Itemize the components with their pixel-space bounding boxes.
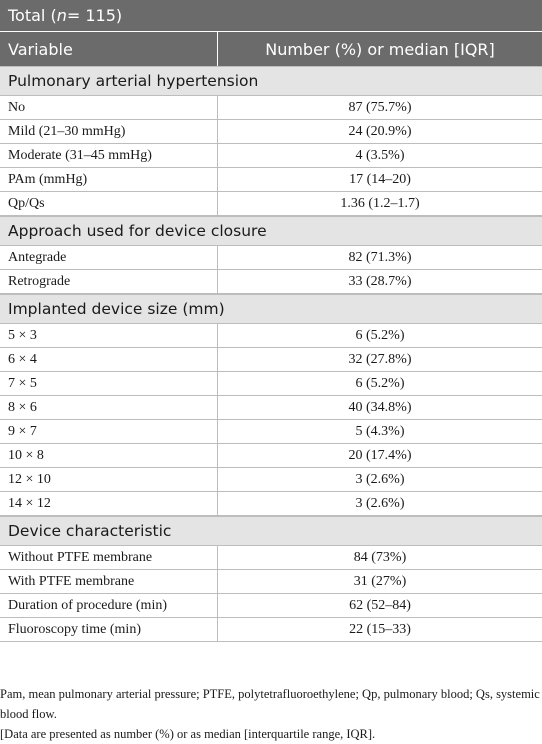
col-header-value: Number (%) or median [IQR] <box>265 39 495 59</box>
row-label: 9 × 7 <box>0 420 218 443</box>
table-row <box>0 420 542 444</box>
row-value: 1.36 (1.2–1.7) <box>340 195 420 211</box>
row-label: Fluoroscopy time (min) <box>0 618 218 641</box>
footnote-abbreviations: Pam, mean pulmonary arterial pressure; PTFE, polytetrafluoroethylene; Qp, pulmonary blood; Qs, systemic blood flow. <box>0 687 540 721</box>
row-label: Mild (21–30 mmHg) <box>0 120 218 143</box>
table-row <box>0 618 542 642</box>
table-row <box>0 348 542 372</box>
table-footnotes <box>0 684 542 744</box>
table-row <box>0 492 542 516</box>
row-value: 4 (3.5%) <box>355 147 405 163</box>
table-row <box>0 570 542 594</box>
row-value: 84 (73%) <box>353 549 407 565</box>
row-label: Moderate (31–45 mmHg) <box>0 144 218 167</box>
table-row <box>0 246 542 270</box>
row-label: 8 × 6 <box>0 396 218 419</box>
table-column-headers <box>0 32 542 66</box>
section-title: Approach used for device closure <box>0 216 542 246</box>
row-value: 87 (75.7%) <box>348 99 412 115</box>
row-value: 5 (4.3%) <box>355 423 405 439</box>
row-label: 6 × 4 <box>0 348 218 371</box>
table-row <box>0 192 542 216</box>
row-value: 33 (28.7%) <box>348 273 412 289</box>
row-value: 6 (5.2%) <box>355 327 405 343</box>
row-value: 32 (27.8%) <box>348 351 412 367</box>
row-label: No <box>0 96 218 119</box>
row-value: 22 (15–33) <box>349 621 411 637</box>
table-row <box>0 372 542 396</box>
table-header-total <box>0 0 542 32</box>
row-value: 31 (27%) <box>353 573 407 589</box>
table-row <box>0 396 542 420</box>
row-value: 6 (5.2%) <box>355 375 405 391</box>
table-row <box>0 444 542 468</box>
row-label: With PTFE membrane <box>0 570 218 593</box>
row-value: 82 (71.3%) <box>348 249 412 265</box>
table-row <box>0 546 542 570</box>
row-label: Without PTFE membrane <box>0 546 218 569</box>
section-title: Pulmonary arterial hypertension <box>0 66 542 96</box>
table-row <box>0 144 542 168</box>
row-value: 17 (14–20) <box>349 171 411 187</box>
row-label: 14 × 12 <box>0 492 218 515</box>
total-suffix: = 115) <box>66 6 123 25</box>
row-label: Retrograde <box>0 270 218 293</box>
row-value: 40 (34.8%) <box>348 399 412 415</box>
table-row <box>0 168 542 192</box>
row-label: 10 × 8 <box>0 444 218 467</box>
section-title: Device characteristic <box>0 516 542 546</box>
table-row <box>0 120 542 144</box>
table-row <box>0 96 542 120</box>
row-label: Antegrade <box>0 246 218 269</box>
table-row <box>0 594 542 618</box>
row-value: 3 (2.6%) <box>355 471 405 487</box>
row-label: Duration of procedure (min) <box>0 594 218 617</box>
table-row <box>0 324 542 348</box>
row-label: Qp/Qs <box>0 192 218 215</box>
total-prefix: Total ( <box>8 6 57 25</box>
row-value: 24 (20.9%) <box>348 123 412 139</box>
row-label: 12 × 10 <box>0 468 218 491</box>
row-value: 62 (52–84) <box>349 597 411 613</box>
table-row <box>0 270 542 294</box>
row-label: 7 × 5 <box>0 372 218 395</box>
row-value: 3 (2.6%) <box>355 495 405 511</box>
row-value: 20 (17.4%) <box>348 447 412 463</box>
table-row <box>0 468 542 492</box>
section-title: Implanted device size (mm) <box>0 294 542 324</box>
row-label: PAm (mmHg) <box>0 168 218 191</box>
row-label: 5 × 3 <box>0 324 218 347</box>
footnote-data-format: [Data are presented as number (%) or as median [interquartile range, IQR]. <box>0 727 376 741</box>
total-n: n <box>56 6 67 25</box>
col-header-variable: Variable <box>0 32 218 66</box>
